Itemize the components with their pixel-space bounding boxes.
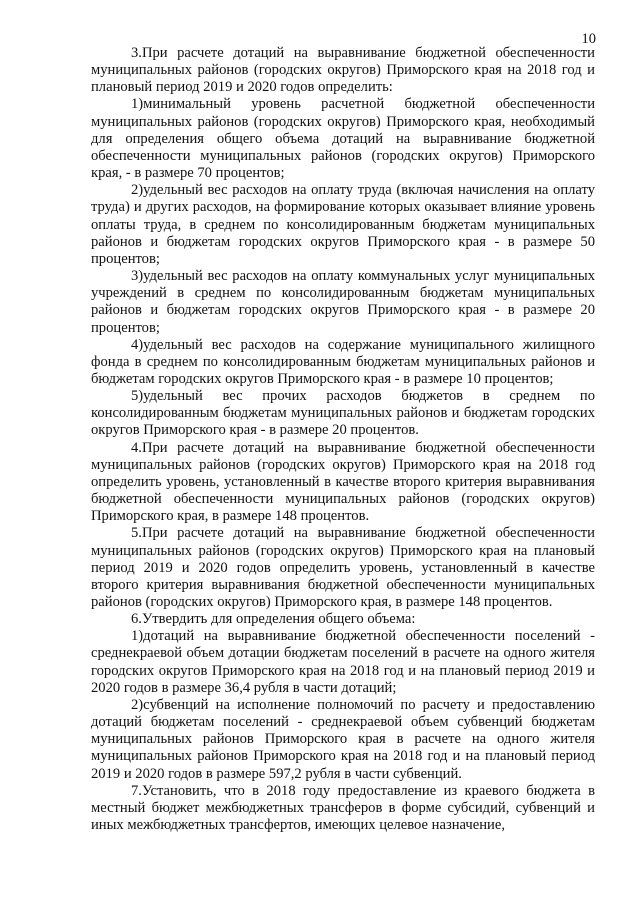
paragraph-3-item-1: 1)минимальный уровень расчетной бюджетной обеспеченности муниципальных районов (городских округов) Приморского края, необходимый для определения общего объема дотаций на выравнивание бюджетной обеспеченности муниципальных районов (городских округов) Приморского края, - в размере 70 процентов;: [91, 96, 595, 182]
document-body: [91, 45, 595, 834]
paragraph-3: 3.При расчете дотаций на выравнивание бюджетной обеспеченности муниципальных районов (городских округов) Приморского края на 2018 год и плановый период 2019 и 2020 годов определить:: [91, 45, 595, 96]
paragraph-3-item-2: 2)удельный вес расходов на оплату труда (включая начисления на оплату труда) и других расходов, на формирование которых оказывает влияние уровень оплаты труда, в среднем по консолидированным бюджетам муниципальных районов и бюджетам городских округов Приморского края - в размере 50 процентов;: [91, 182, 595, 267]
paragraph-6-item-1: 1)дотаций на выравнивание бюджетной обеспеченности поселений - среднекраевой объем дотации бюджетам поселений в расчете на одного жителя городских округов Приморского края на 2018 год и на плановый период 2019 и 2020 годов в размере 36,4 рубля в части дотаций;: [91, 628, 595, 696]
paragraph-6: 6.Утвердить для определения общего объема:: [131, 611, 416, 628]
paragraph-4: 4.При расчете дотаций на выравнивание бюджетной обеспеченности муниципальных районов (городских округов) Приморского края на 2018 год определить уровень, установленный в качестве второго критерия выравнивания бюджетной обеспеченности муниципальных районов (городских округов) Приморского края, в размере 148 процентов.: [91, 439, 595, 525]
paragraph-3-item-3: 3)удельный вес расходов на оплату коммунальных услуг муниципальных учреждений в среднем по консолидированным бюджетам муниципальных районов и бюджетам городских округов Приморского края - в размере 20 процентов;: [91, 268, 595, 336]
paragraph-6-item-2: 2)субвенций на исполнение полномочий по расчету и предоставлению дотаций бюджетам поселений - среднекраевой объем субвенций бюджетам муниципальных районов Приморского края в расчете на одного жителя муниципальных районов Приморского края на 2018 год и на плановый период 2019 и 2020 годов в размере 597,2 рубля в части субвенций.: [91, 696, 595, 782]
paragraph-5: 5.При расчете дотаций на выравнивание бюджетной обеспеченности муниципальных районов (городских округов) Приморского края на плановый период 2019 и 2020 годов определить уровень, установленный в качестве второго критерия выравнивания бюджетной обеспеченности муниципальных районов (городских округов) Приморского края, в размере 148 процентов.: [91, 525, 595, 610]
page-number: 10: [581, 31, 596, 47]
paragraph-3-item-4: 4)удельный вес расходов на содержание муниципального жилищного фонда в среднем по консолидированным бюджетам муниципальных районов и бюджетам городских округов Приморского края - в размере 10 процентов;: [91, 336, 595, 387]
paragraph-3-item-5: 5)удельный вес прочих расходов бюджетов в среднем по консолидированным бюджетам муниципальных районов и бюджетам городских округов Приморского края - в размере 20 процентов.: [91, 388, 595, 439]
paragraph-7: 7.Установить, что в 2018 году предоставление из краевого бюджета в местный бюджет межбюджетных трансферов в форме субсидий, субвенций и иных межбюджетных трансфертов, имеющих целевое назначение,: [91, 782, 595, 834]
